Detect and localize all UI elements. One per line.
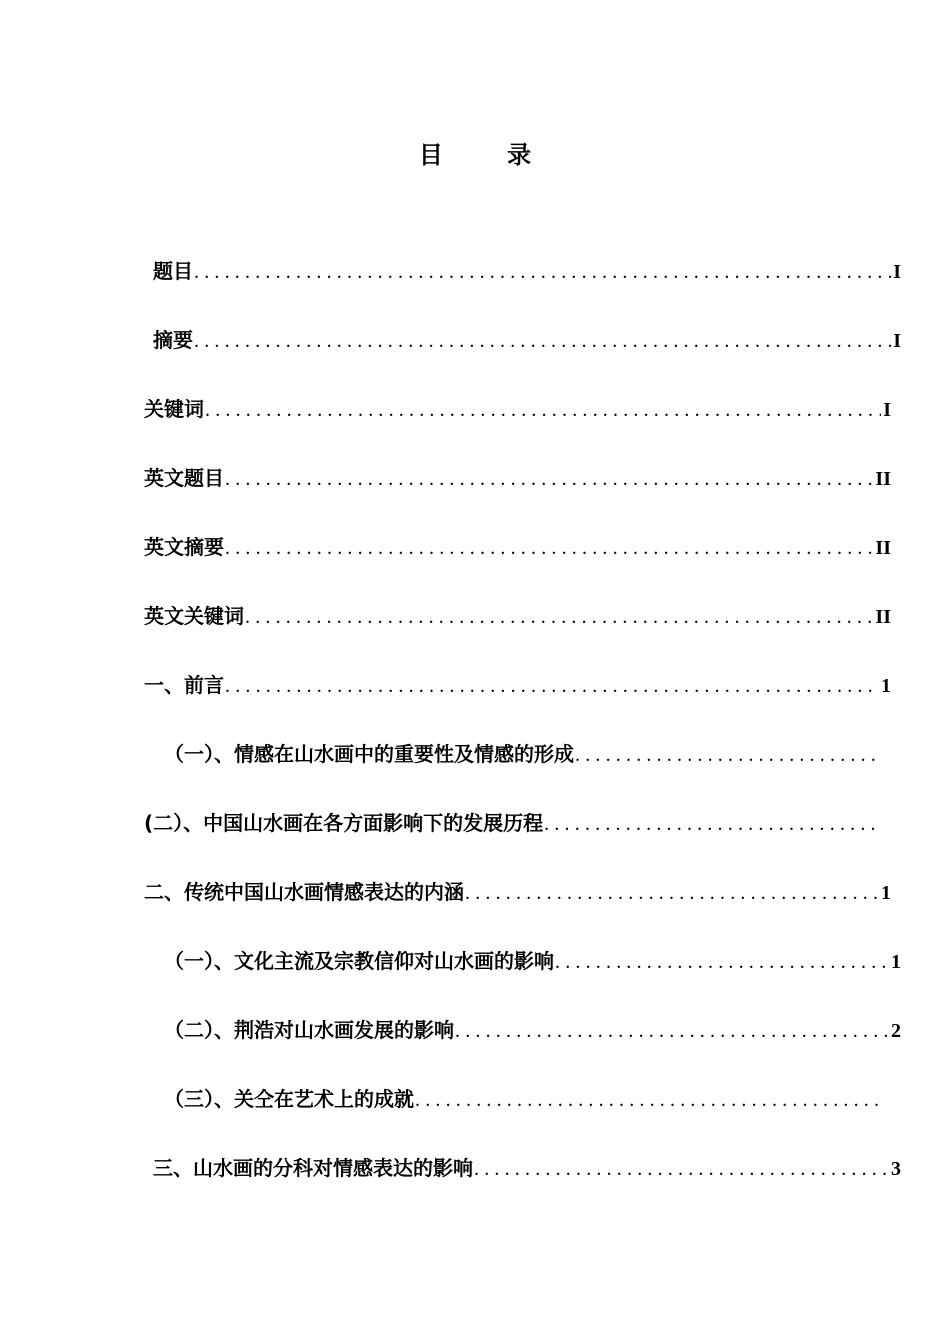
toc-entry-section-2[interactable] xyxy=(144,875,891,909)
toc-entry-label: 题目 xyxy=(153,259,193,283)
toc-entry-page: 3 xyxy=(891,1158,901,1180)
toc-entry-label: （二）、荆浩对山水画发展的影响 xyxy=(164,1018,454,1042)
toc-entry-english-keywords[interactable] xyxy=(144,599,891,633)
toc-entry-label: 一、前言 xyxy=(144,673,224,697)
dot-leader xyxy=(575,738,875,771)
toc-entry-page: II xyxy=(875,606,891,628)
toc-entry-english-title[interactable] xyxy=(144,461,891,495)
toc-entry-label: (二）、中国山水画在各方面影响下的发展历程 xyxy=(144,811,544,835)
toc-entry-page: 1 xyxy=(881,882,891,904)
dot-leader xyxy=(225,531,873,564)
toc-entry-section-3[interactable] xyxy=(153,1151,901,1185)
toc-entry-page: 2 xyxy=(891,1020,901,1042)
toc-entry-2-2[interactable] xyxy=(164,1013,901,1047)
toc-entry-label: 英文题目 xyxy=(144,466,224,490)
toc-entry-page: I xyxy=(893,261,901,283)
dot-leader xyxy=(455,1014,889,1047)
dot-leader xyxy=(555,945,889,978)
toc-entry-page: II xyxy=(875,468,891,490)
toc-entry-2-1[interactable] xyxy=(164,944,901,978)
toc-entry-label: （一）、文化主流及宗教信仰对山水画的影响 xyxy=(164,949,554,973)
toc-entry-page: I xyxy=(883,399,891,421)
page-title: 目 录 xyxy=(418,141,560,169)
toc-entry-1-2[interactable] xyxy=(144,806,877,840)
dot-leader xyxy=(205,393,881,426)
toc-entry-label: 英文摘要 xyxy=(144,535,224,559)
toc-entry-page: II xyxy=(875,537,891,559)
dot-leader xyxy=(465,876,879,909)
dot-leader xyxy=(225,462,873,495)
dot-leader xyxy=(474,1152,889,1185)
toc-entry-abstract[interactable] xyxy=(153,323,901,357)
toc-entry-title[interactable] xyxy=(153,254,901,288)
toc-entry-label: （三）、关仝在艺术上的成就 xyxy=(164,1087,414,1111)
dot-leader xyxy=(194,324,891,357)
toc-entry-1-1[interactable] xyxy=(164,737,877,771)
toc-entry-preface[interactable] xyxy=(144,668,891,702)
dot-leader xyxy=(544,807,875,840)
toc-entry-label: 三、山水画的分科对情感表达的影响 xyxy=(153,1156,473,1180)
toc-entry-page: I xyxy=(893,330,901,352)
toc-entry-2-3[interactable] xyxy=(164,1082,885,1116)
dot-leader xyxy=(415,1083,883,1116)
toc-entry-page: 1 xyxy=(881,675,891,697)
dot-leader xyxy=(194,255,891,288)
toc-entry-label: 英文关键词 xyxy=(144,604,244,628)
toc-entry-english-abstract[interactable] xyxy=(144,530,891,564)
toc-entry-label: 关键词 xyxy=(144,397,204,421)
toc-entry-label: 二、传统中国山水画情感表达的内涵 xyxy=(144,880,464,904)
toc-entry-label: （一）、情感在山水画中的重要性及情感的形成 xyxy=(164,742,574,766)
toc-entry-label: 摘要 xyxy=(153,328,193,352)
dot-leader xyxy=(225,669,879,702)
toc-entry-page: 1 xyxy=(891,951,901,973)
dot-leader xyxy=(245,600,873,633)
toc-entry-keywords[interactable] xyxy=(144,392,891,426)
